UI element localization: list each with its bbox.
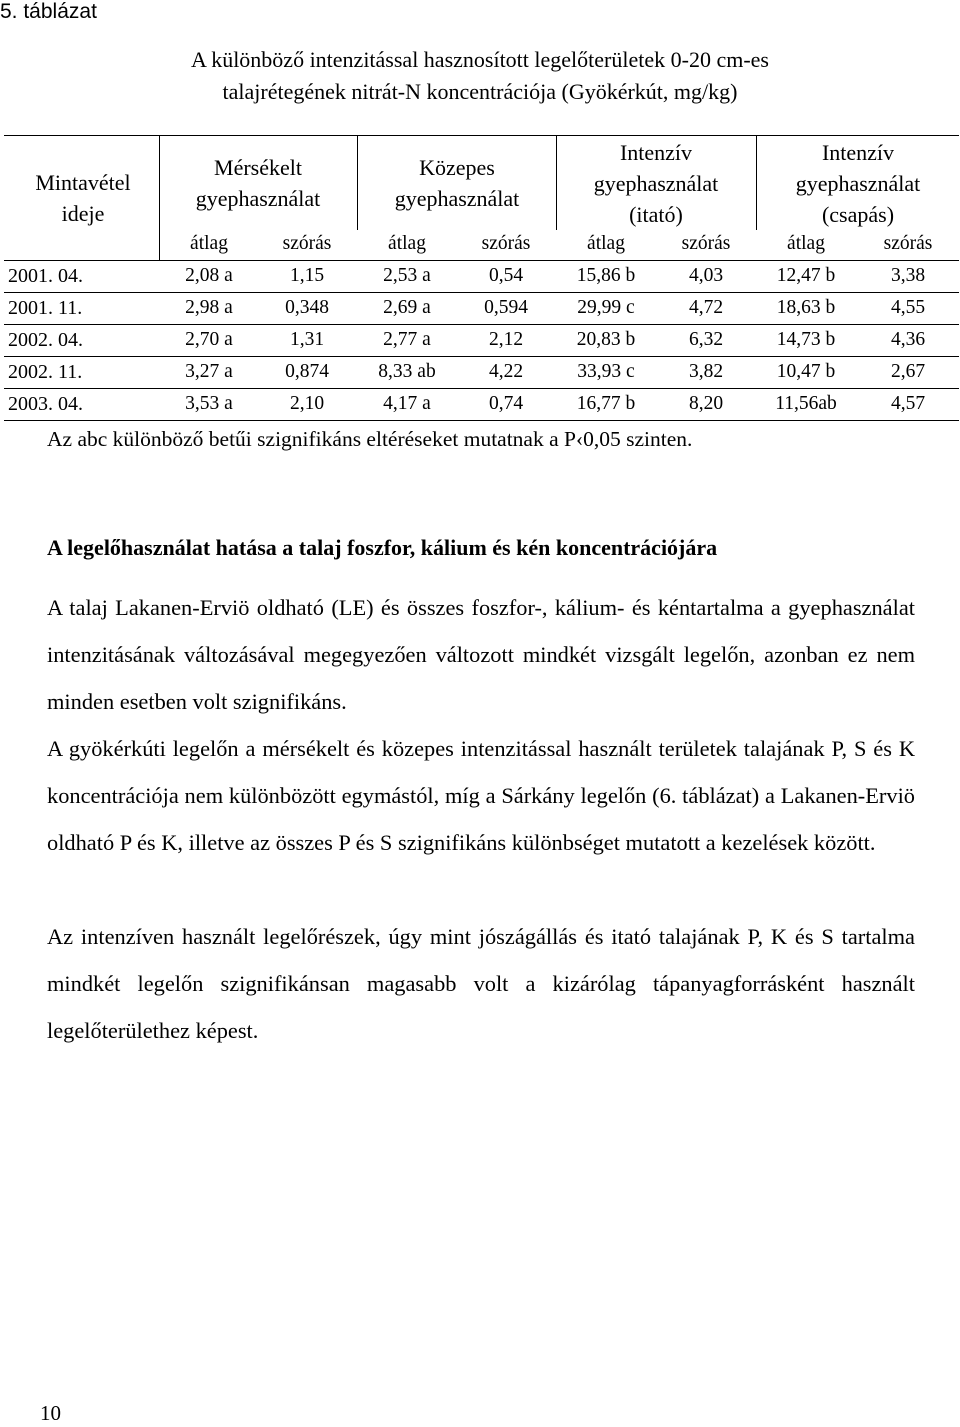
cell-sd: 0,74 — [488, 393, 524, 414]
paragraph-3: Az intenzíven használt legelőrészek, úgy mint jószágállás és itató talajának P, K és S tartalma mindkét legelőn szignifikánsan magasabb volt a kizárólag tápanyagforrásként használt legelőterülethez képest. — [47, 924, 915, 1043]
cell-sd: 3,38 — [890, 265, 926, 286]
page-header: 5. táblázat — [0, 0, 97, 23]
header-line: (itató) — [629, 202, 683, 227]
cell-sd: 4,36 — [890, 329, 926, 350]
cell-mean: 11,56ab — [775, 393, 837, 414]
cell-mean: 2,08 a — [185, 265, 233, 286]
table-rule-bottom — [4, 420, 959, 421]
table-row — [0, 357, 960, 387]
table-row — [0, 293, 960, 323]
table-row — [0, 325, 960, 355]
section-title: A legelőhasználat hatása a talaj foszfor, kálium és kén koncentrációjára — [47, 535, 718, 560]
cell-mean: 18,63 b — [776, 297, 836, 318]
table-caption-line-1: A különböző intenzitással hasznosított legelőterületek 0-20 cm-es — [191, 47, 769, 72]
cell-sd: 4,22 — [488, 361, 524, 382]
header-line: gyephasználat — [593, 171, 719, 196]
table-row — [0, 389, 960, 419]
cell-sd: 6,32 — [688, 329, 724, 350]
row-date: 2002. 04. — [8, 329, 83, 351]
cell-sd: 1,31 — [289, 329, 325, 350]
table-caption-line-2: talajrétegének nitrát-N koncentrációja (Gyökérkút, mg/kg) — [222, 79, 738, 104]
cell-mean: 4,17 a — [383, 393, 431, 414]
subheader-mean: átlag — [587, 233, 625, 254]
page-number: 10 — [40, 1401, 61, 1425]
paragraph-1: A talaj Lakanen-Erviö oldható (LE) és összes foszfor-, kálium- és kéntartalma a gyephasználat intenzitásának változásával megegyezően változott mindkét vizsgált legelőn, azonban ez nem minden esetben volt szignifikáns. — [47, 595, 915, 714]
cell-sd: 4,55 — [890, 297, 926, 318]
subheader-sd: szórás — [282, 233, 332, 254]
cell-sd: 0,54 — [488, 265, 524, 286]
header-line: Intenzív — [619, 140, 693, 165]
table-divider — [159, 135, 160, 260]
cell-sd: 4,03 — [688, 265, 724, 286]
subheader-sd: szórás — [481, 233, 531, 254]
table-rule-top — [4, 135, 959, 136]
cell-mean: 8,33 ab — [378, 361, 436, 382]
group-header-medium — [358, 152, 556, 214]
group-header-intensive-trail — [756, 137, 960, 230]
header-line: ideje — [61, 201, 105, 226]
cell-mean: 2,77 a — [383, 329, 431, 350]
group-header-intensive-watering — [556, 137, 756, 230]
cell-mean: 2,70 a — [185, 329, 233, 350]
header-line: Mintavétel — [35, 170, 131, 195]
cell-mean: 16,77 b — [576, 393, 636, 414]
cell-sd: 2,10 — [289, 393, 325, 414]
cell-mean: 10,47 b — [776, 361, 836, 382]
subheader-mean: átlag — [388, 233, 426, 254]
row-date: 2003. 04. — [8, 393, 83, 415]
header-line: Intenzív — [821, 140, 895, 165]
table-row — [0, 261, 960, 291]
subheader-mean: átlag — [190, 233, 228, 254]
cell-mean: 12,47 b — [776, 265, 836, 286]
cell-sd: 0,874 — [285, 361, 329, 382]
cell-mean: 20,83 b — [576, 329, 636, 350]
cell-mean: 14,73 b — [776, 329, 836, 350]
table-divider — [357, 135, 358, 230]
cell-mean: 15,86 b — [576, 265, 636, 286]
header-line: Közepes — [419, 155, 495, 180]
paragraph-2: A gyökérkúti legelőn a mérsékelt és közepes intenzitással használt területek talajának P, S és K koncentrációja nem különbözött egymástól, míg a Sárkány legelőn (6. táblázat) a Lakanen-Erviö oldható P és K, illetve az összes P és S szignifikáns különbséget mutatott a kezelések között. — [47, 736, 915, 855]
column-header-sampling-date — [8, 167, 158, 229]
header-line: gyephasználat — [394, 186, 520, 211]
cell-mean: 2,98 a — [185, 297, 233, 318]
cell-sd: 2,67 — [890, 361, 926, 382]
cell-mean: 33,93 c — [577, 361, 635, 382]
row-date: 2001. 11. — [8, 297, 83, 319]
cell-sd: 4,57 — [890, 393, 926, 414]
row-date: 2001. 04. — [8, 265, 83, 287]
group-header-moderate — [160, 152, 356, 214]
table-divider — [556, 135, 557, 230]
cell-sd: 4,72 — [688, 297, 724, 318]
cell-mean: 3,27 a — [185, 361, 233, 382]
cell-sd: 0,594 — [484, 297, 528, 318]
cell-mean: 29,99 c — [577, 297, 635, 318]
cell-sd: 1,15 — [289, 265, 325, 286]
cell-sd: 3,82 — [688, 361, 724, 382]
subheader-mean: átlag — [787, 233, 825, 254]
table-footnote: Az abc különböző betűi szignifikáns eltéréseket mutatnak a P‹0,05 szinten. — [47, 427, 693, 451]
subheader-sd: szórás — [883, 233, 933, 254]
header-line: Mérsékelt — [214, 155, 302, 180]
subheader-sd: szórás — [681, 233, 731, 254]
cell-mean: 2,69 a — [383, 297, 431, 318]
row-date: 2002. 11. — [8, 361, 83, 383]
cell-sd: 0,348 — [285, 297, 329, 318]
header-line: (csapás) — [821, 202, 895, 227]
cell-mean: 2,53 a — [383, 265, 431, 286]
cell-sd: 2,12 — [488, 329, 524, 350]
header-line: gyephasználat — [795, 171, 921, 196]
table-divider — [756, 135, 757, 230]
cell-mean: 3,53 a — [185, 393, 233, 414]
header-line: gyephasználat — [195, 186, 321, 211]
cell-sd: 8,20 — [688, 393, 724, 414]
